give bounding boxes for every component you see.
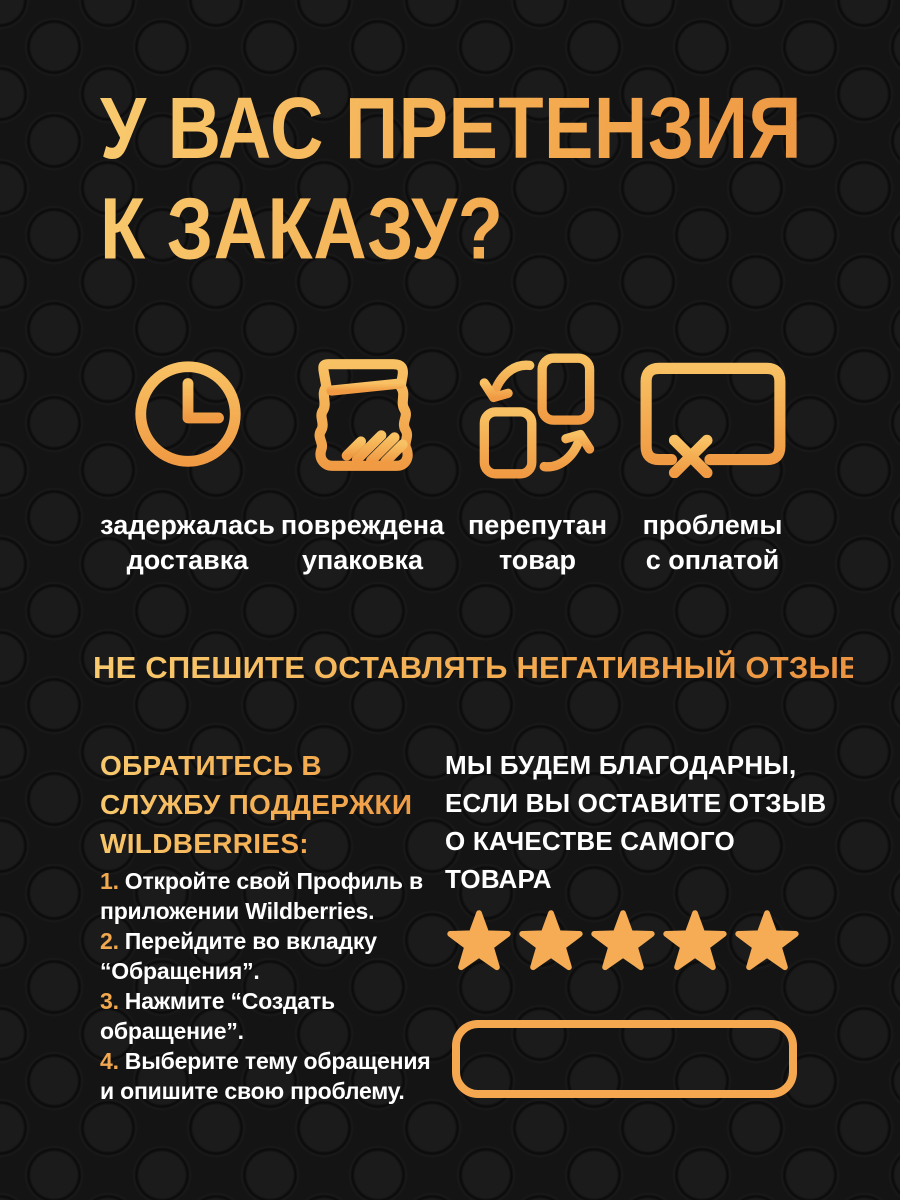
page-title xyxy=(100,78,860,279)
stars-row xyxy=(447,906,799,974)
support-heading: ОБРАТИТЕСЬ В СЛУЖБУ ПОДДЕРЖКИ WILDBERRIES: xyxy=(100,746,460,863)
star-icon xyxy=(447,909,511,971)
issue-icons-row xyxy=(100,350,800,482)
star-icon xyxy=(663,909,727,971)
issue-label-packaging: повреждена упаковка xyxy=(280,510,445,575)
cta-outline-box xyxy=(452,1020,797,1098)
title-line-1: У ВАС ПРЕТЕНЗИЯ xyxy=(100,79,803,178)
clock-icon xyxy=(124,352,252,480)
star-icon xyxy=(735,909,799,971)
payment-problem-icon xyxy=(637,354,789,478)
step-number: 2. xyxy=(100,928,119,954)
swapped-item-icon xyxy=(476,352,600,480)
warning-text: НЕ СПЕШИТЕ ОСТАВЛЯТЬ НЕГАТИВНЫЙ ОТЗЫВ! xyxy=(93,650,873,685)
support-step: 1. Откройте свой Профиль в приложении Wildberries. xyxy=(100,868,423,924)
star-icon xyxy=(591,909,655,971)
support-step: 3. Нажмите “Создать обращение”. xyxy=(100,988,335,1044)
step-number: 1. xyxy=(100,868,119,894)
star-icon xyxy=(519,909,583,971)
step-number: 4. xyxy=(100,1048,119,1074)
support-steps xyxy=(100,866,480,1106)
support-step: 2. Перейдите во вкладку “Обращения”. xyxy=(100,928,377,984)
issue-label-delivery: задержалась доставка xyxy=(100,510,275,575)
damaged-package-icon xyxy=(302,353,424,479)
step-number: 3. xyxy=(100,988,119,1014)
issue-label-wrong-item: перепутан товар xyxy=(467,510,608,575)
issue-label-payment: проблемы с оплатой xyxy=(642,510,783,575)
issue-labels-row xyxy=(100,508,800,578)
title-line-2: К ЗАКАЗУ? xyxy=(100,179,504,278)
review-request-text: МЫ БУДЕМ БЛАГОДАРНЫ, ЕСЛИ ВЫ ОСТАВИТЕ ОТЗЫВ О КАЧЕСТВЕ САМОГО ТОВАРА xyxy=(445,750,827,894)
support-step: 4. Выберите тему обращения и опишите свою проблему. xyxy=(100,1048,431,1104)
